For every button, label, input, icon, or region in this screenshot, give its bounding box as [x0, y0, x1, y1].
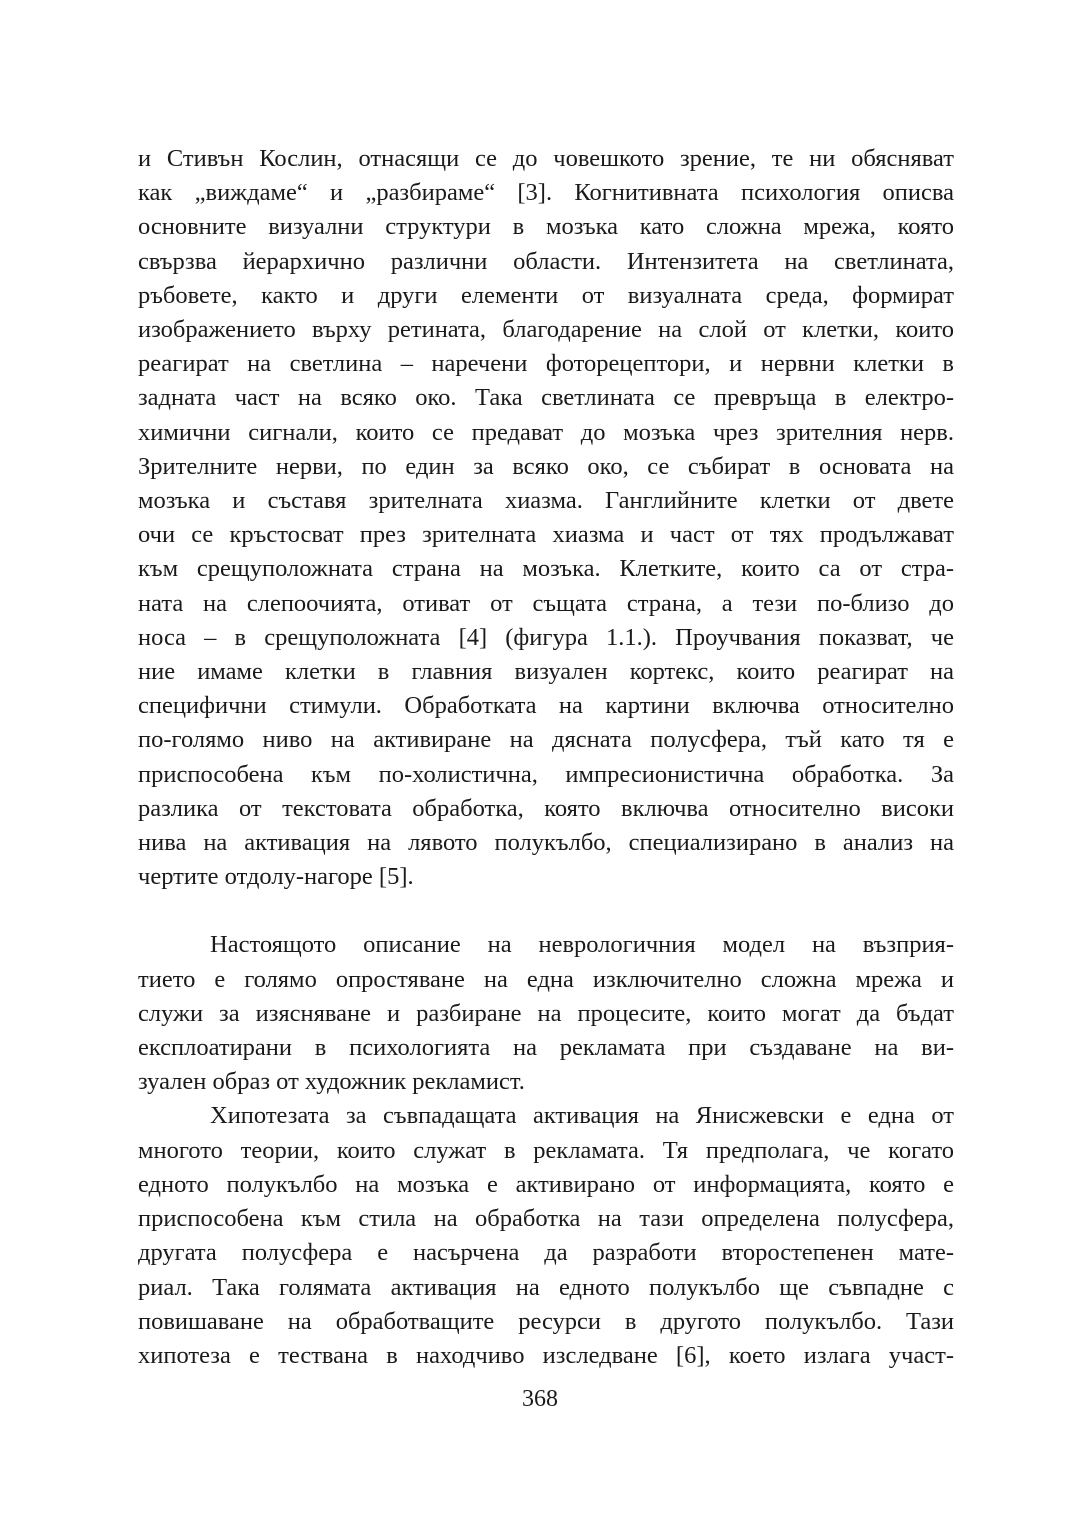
- text-line: ръбовете, както и други елементи от визуалната среда, формират: [138, 281, 954, 309]
- text-line: и Стивън Кослин, отнасящи се до човешкото зрение, те ни обясняват: [138, 145, 954, 172]
- text-line: Настоящото описание на неврологичния модел на възприя-: [210, 931, 954, 959]
- text-line: ната на слепоочията, отиват от същата страна, а тези по-близо до: [138, 589, 954, 617]
- text-line: риал. Така голямата активация на едното полукълбо ще съвпадне с: [138, 1273, 954, 1301]
- text-line: ние имаме клетки в главния визуален кортекс, които реагират на: [138, 658, 954, 686]
- text-line: разлика от текстовата обработка, която включва относително високи: [138, 794, 954, 822]
- text-line: химични сигнали, които се предават до мозъка чрез зрителния нерв.: [138, 418, 954, 446]
- text-line: очи се кръстосват през зрителната хиазма и част от тях продължават: [138, 521, 954, 549]
- page-number: 368: [522, 1386, 558, 1412]
- text-line: Хипотезата за съвпадащата активация на Янисжевски е една от: [210, 1102, 954, 1130]
- text-line: реагират на светлина – наречени фоторецептори, и нервни клетки в: [138, 350, 954, 378]
- paragraph-3: [138, 1099, 954, 1373]
- text-line: Зрителните нерви, по един за всяко око, се събират в основата на: [138, 452, 954, 480]
- text-line: свързва йерархично различни области. Интензитета на светлината,: [138, 247, 954, 275]
- text-line: експлоатирани в психологията на рекламата при създаване на ви-: [138, 1034, 954, 1062]
- text-line: основните визуални структури в мозъка като сложна мрежа, която: [138, 213, 954, 241]
- text-line: приспособена към стила на обработка на тази определена полусфера,: [138, 1205, 954, 1233]
- text-line: повишаване на обработващите ресурси в другото полукълбо. Тази: [138, 1307, 954, 1335]
- text-line: многото теории, които служат в рекламата. Тя предполага, че когато: [138, 1136, 954, 1164]
- text-line: как „виждаме“ и „разбираме“ [3]. Когнитивната психология описва: [138, 179, 954, 207]
- text-line: задната част на всяко око. Така светлината се превръща в електро-: [138, 384, 954, 412]
- paragraph-1: [138, 142, 954, 894]
- text-line: едното полукълбо на мозъка е активирано от информацията, която е: [138, 1170, 954, 1198]
- text-line: по-голямо ниво на активиране на дясната полусфера, тъй като тя е: [138, 726, 954, 754]
- text-line: носа – в срещуположната [4] (фигура 1.1.). Проучвания показват, че: [138, 623, 954, 651]
- body-text: [138, 142, 954, 1373]
- paragraph-spacer: [138, 894, 954, 928]
- text-line: към срещуположната страна на мозъка. Клетките, които са от стра-: [138, 555, 954, 583]
- text-line: служи за изясняване и разбиране на процесите, които могат да бъдат: [138, 999, 954, 1027]
- text-line: мозъка и съставя зрителната хиазма. Ганглийните клетки от двете: [138, 487, 954, 515]
- text-line: зуален образ от художник рекламист.: [138, 1068, 525, 1096]
- text-line: изображението върху ретината, благодарение на слой от клетки, които: [138, 316, 954, 344]
- paragraph-2: [138, 928, 954, 1099]
- text-line: приспособена към по-холистична, импресионистична обработка. За: [138, 760, 954, 788]
- text-line: тието е голямо опростяване на една изключително сложна мрежа и: [138, 965, 954, 993]
- text-line: специфични стимули. Обработката на картини включва относително: [138, 692, 954, 720]
- text-line: хипотеза е тествана в находчиво изследване [6], което излага участ-: [138, 1341, 954, 1369]
- text-line: чертите отдолу-нагоре [5].: [138, 863, 414, 891]
- text-line: нива на активация на лявото полукълбо, специализирано в анализ на: [138, 829, 954, 857]
- text-line: другата полусфера е насърчена да разработи второстепенен мате-: [138, 1239, 954, 1267]
